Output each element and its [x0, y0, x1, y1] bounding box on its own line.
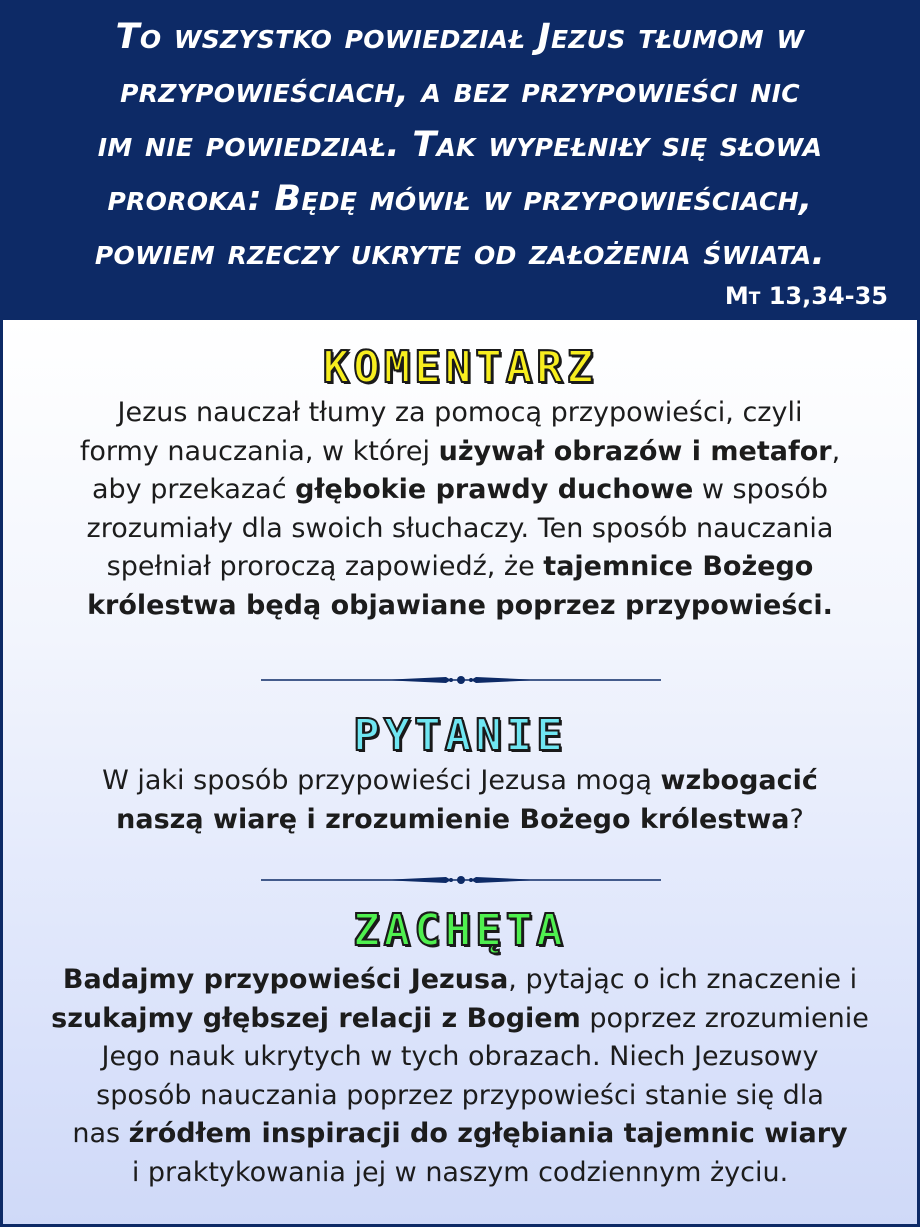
emphasis-text: naszą wiarę i zrozumienie Bożego królestwa: [116, 803, 790, 835]
body-text: zrozumiały dla swoich słuchaczy. Ten sposób nauczania: [86, 512, 834, 544]
verse-line: im nie powiedział. Tak wypełniły się słowa: [97, 125, 823, 165]
pytanie-text: [3, 762, 917, 839]
text-line: [51, 1003, 869, 1034]
body-text: Jezus nauczał tłumy za pomocą przypowieści, czyli: [117, 397, 803, 428]
content-panel: [3, 320, 917, 1224]
text-line: [96, 1080, 824, 1111]
body-text: formy nauczania, w której: [79, 435, 439, 467]
text-line: [116, 804, 804, 835]
verse-reference: Mt 13,34-35: [724, 282, 888, 310]
body-text: ,: [831, 435, 841, 467]
emphasis-text: źródłem inspiracji do zgłębiania tajemnic wiary: [128, 1118, 848, 1149]
body-text: , pytając o ich znaczenie i: [508, 964, 858, 995]
ornamental-divider: [261, 873, 661, 887]
zacheta-title: ZACHĘTA: [353, 905, 567, 956]
ornamental-divider: [261, 673, 661, 687]
body-text: w sposób: [693, 474, 828, 505]
body-text: sposób nauczania poprzez przypowieści stanie się dla: [96, 1079, 824, 1111]
text-line: [63, 964, 857, 995]
text-line: [87, 590, 833, 621]
text-line: [101, 1041, 818, 1072]
text-line: [92, 474, 828, 505]
body-text: aby przekazać: [92, 474, 296, 505]
text-line: [80, 436, 840, 467]
text-line: [107, 551, 814, 582]
verse-line: proroka: Będę mówił w przypowieściach,: [107, 179, 813, 219]
emphasis-text: tajemnice Bożego: [543, 551, 814, 582]
emphasis-text: wzbogacić: [660, 765, 818, 796]
text-line: [87, 513, 834, 544]
body-text: nas: [72, 1118, 129, 1149]
bible-verse: [0, 10, 920, 280]
verse-line: przypowieściach, a bez przypowieści nic: [120, 71, 800, 111]
body-text: ?: [789, 803, 804, 835]
body-text: Jego nauk ukrytych w tych obrazach. Niech Jezusowy: [101, 1041, 819, 1072]
verse-line: powiem rzeczy ukryte od założenia świata.: [94, 233, 826, 273]
emphasis-text: królestwa będą objawiane poprzez przypowieści.: [87, 589, 833, 621]
text-line: [72, 1118, 847, 1149]
text-line: [118, 397, 803, 428]
komentarz-title: KOMENTARZ: [322, 342, 598, 393]
verse-header: [0, 0, 920, 320]
text-line: [102, 765, 818, 796]
komentarz-text: [3, 394, 917, 625]
body-text: spełniał proroczą zapowiedź, że: [106, 551, 544, 582]
text-line: [132, 1157, 788, 1188]
emphasis-text: Badajmy przypowieści Jezusa: [62, 964, 509, 995]
body-text: i praktykowania jej w naszym codziennym życiu.: [131, 1156, 789, 1188]
emphasis-text: szukajmy głębszej relacji z Bogiem: [51, 1002, 581, 1034]
verse-line: To wszystko powiedział Jezus tłumom w: [115, 17, 805, 57]
emphasis-text: używał obrazów i metafor: [438, 435, 832, 467]
body-text: W jaki sposób przypowieści Jezusa mogą: [102, 765, 661, 796]
body-text: poprzez zrozumienie: [580, 1002, 869, 1034]
pytanie-title: PYTANIE: [353, 710, 567, 761]
emphasis-text: głębokie prawdy duchowe: [295, 474, 694, 505]
zacheta-text: [3, 961, 917, 1192]
